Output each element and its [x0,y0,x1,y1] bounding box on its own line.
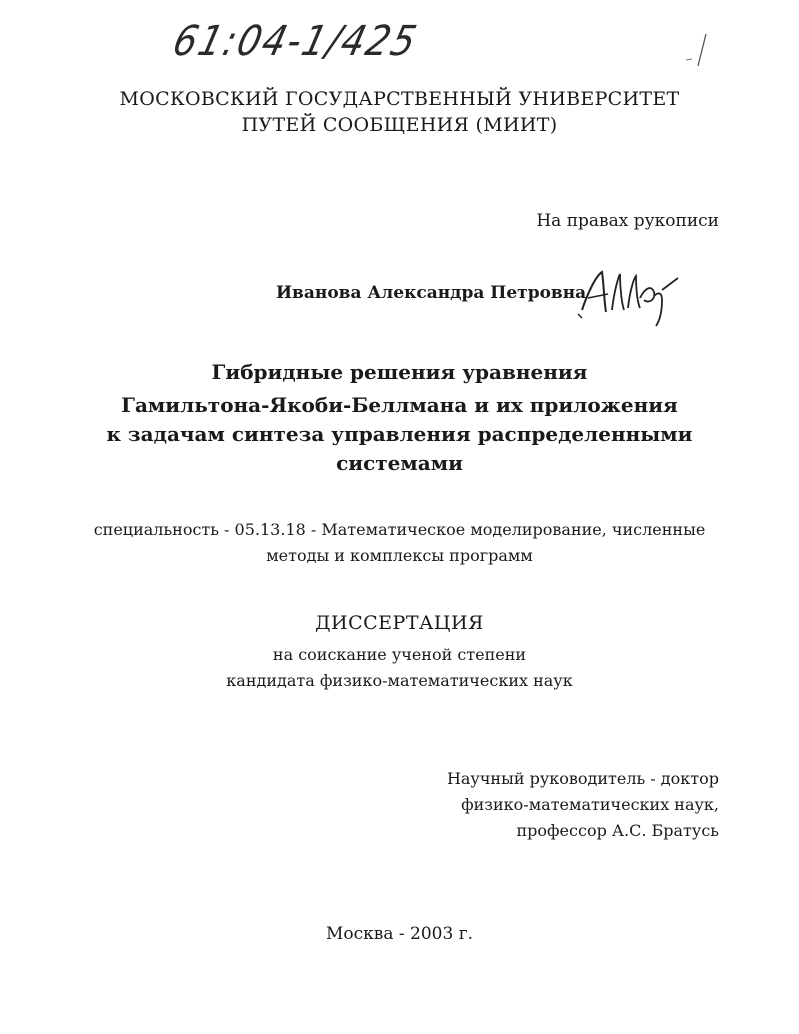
scientific-advisor [447,766,719,844]
title-line-3: к задачам синтеза управления распределенными [106,422,693,446]
document-type: ДИССЕРТАЦИЯ [315,612,484,634]
title-line-4: системами [336,451,463,475]
degree-sought [0,642,799,694]
rights-note: На правах рукописи [536,211,719,231]
advisor-line-1: Научный руководитель - доктор [446,769,719,788]
specialty-line-1: специальность - 05.13.18 - Математическое моделирование, численные [93,520,706,539]
author-signature [574,262,684,332]
author-name: Иванова Александра Петровна [276,283,587,303]
title-line-2: Гамильтона-Якоби-Беллмана и их приложения [121,393,678,417]
specialty [0,517,799,569]
archive-code: 61:04-1/425 [168,18,423,66]
corner-pen-mark [680,30,720,70]
institution-line-1: МОСКОВСКИЙ ГОСУДАРСТВЕННЫЙ УНИВЕРСИТЕТ [119,88,680,110]
place-and-year: Москва - 2003 г. [325,924,474,944]
title-line-1: Гибридные решения уравнения [211,360,588,384]
degree-line-2: кандидата физико-математических наук [226,671,573,690]
specialty-line-2: методы и комплексы программ [266,546,533,565]
dissertation-title [0,358,799,478]
advisor-line-3: профессор А.С. Братусь [516,821,719,840]
archive-code-handwritten [168,18,470,88]
institution-line-2: ПУТЕЙ СООБЩЕНИЯ (МИИТ) [241,114,558,136]
advisor-line-2: физико-математических наук, [461,795,719,814]
institution-name [0,86,799,138]
degree-line-1: на соискание ученой степени [272,645,527,664]
